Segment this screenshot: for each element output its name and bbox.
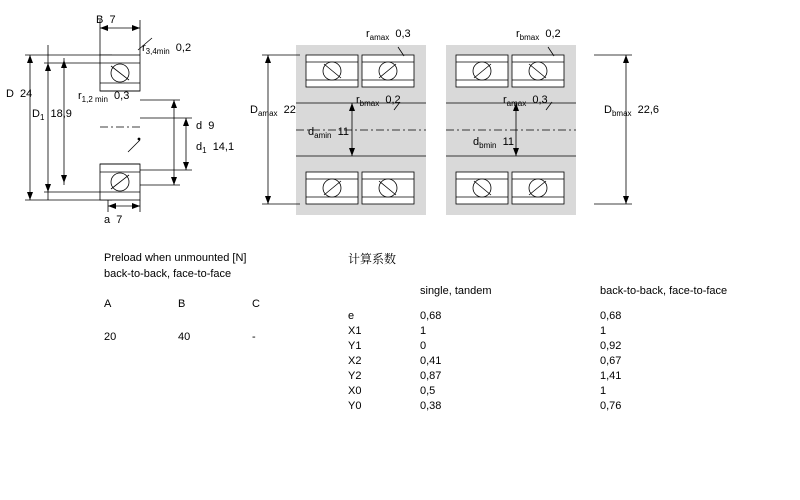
label-rbmax-left: $r_{bmax}$ 0,2 bbox=[356, 94, 401, 109]
label-Damax: $D_{amax}$ 22 bbox=[250, 104, 296, 119]
table-row bbox=[104, 313, 326, 331]
label-r12min: $r_{1,2 min}$ 0,3 bbox=[78, 90, 130, 105]
table-row bbox=[348, 400, 727, 415]
label-dbmin: $d_{bmin}$ 11 bbox=[473, 136, 514, 151]
preload-header-a: A bbox=[104, 298, 112, 310]
factor-btb-y1: 0,92 bbox=[600, 340, 622, 352]
table-row-header bbox=[348, 285, 727, 300]
table-row bbox=[348, 370, 727, 385]
label-D: D 24 bbox=[6, 88, 33, 100]
table-row bbox=[348, 300, 727, 310]
factor-single-x2: 0,41 bbox=[420, 355, 442, 367]
table-row bbox=[348, 385, 727, 400]
label-Dbmax: $D_{bmax}$ 22,6 bbox=[604, 104, 660, 119]
table-row-header bbox=[104, 298, 326, 313]
factor-single-y0: 0,38 bbox=[420, 400, 442, 412]
factors-col-name bbox=[348, 285, 420, 300]
preload-value-a: 20 bbox=[104, 331, 117, 343]
factor-label-y2: Y2 bbox=[348, 370, 362, 382]
label-D1: $D_1$ 18,9 bbox=[32, 108, 72, 123]
preload-header-b: B bbox=[178, 298, 186, 310]
factors-col-btb: back-to-back, face-to-face bbox=[600, 285, 728, 297]
label-d1: $d_1$ 14,1 bbox=[196, 141, 235, 156]
table-row bbox=[348, 325, 727, 340]
label-ramax-left: $r_{amax}$ 0,3 bbox=[366, 28, 411, 43]
label-r34min: $r_{3,4min}$ 0,2 bbox=[142, 42, 192, 57]
factor-btb-e: 0,68 bbox=[600, 310, 622, 322]
label-a: a 7 bbox=[104, 214, 123, 226]
table-row-values bbox=[104, 331, 326, 346]
factor-btb-y0: 0,76 bbox=[600, 400, 622, 412]
factors-col-single: single, tandem bbox=[420, 285, 492, 297]
preload-header-c: C bbox=[252, 298, 260, 310]
factor-btb-y2: 1,41 bbox=[600, 370, 622, 382]
label-d: d 9 bbox=[196, 120, 215, 132]
factor-label-x1: X1 bbox=[348, 325, 362, 337]
label-damin: $d_{amin}$ 11 bbox=[308, 126, 349, 141]
factor-single-x0: 0,5 bbox=[420, 385, 436, 397]
factor-single-e: 0,68 bbox=[420, 310, 442, 322]
factor-btb-x0: 1 bbox=[600, 385, 607, 397]
preload-value-c: - bbox=[252, 331, 256, 343]
factor-label-x2: X2 bbox=[348, 355, 362, 367]
factors-table bbox=[348, 250, 727, 415]
preload-title: Preload when unmounted [N] bbox=[104, 252, 247, 264]
factors-data-table bbox=[348, 285, 727, 415]
label-ramax-right: $r_{amax}$ 0,3 bbox=[503, 94, 548, 109]
factor-single-x1: 1 bbox=[420, 325, 427, 337]
factors-title: 计算系数 bbox=[348, 252, 397, 266]
table-row bbox=[348, 340, 727, 355]
label-rbmax-right: $r_{bmax}$ 0,2 bbox=[516, 28, 561, 43]
preload-value-b: 40 bbox=[178, 331, 191, 343]
factor-label-y1: Y1 bbox=[348, 340, 362, 352]
factor-btb-x2: 0,67 bbox=[600, 355, 622, 367]
table-row bbox=[348, 310, 727, 325]
factor-label-x0: X0 bbox=[348, 385, 362, 397]
preload-data-table bbox=[104, 298, 326, 346]
table-row bbox=[348, 355, 727, 370]
factor-label-e: e bbox=[348, 310, 355, 322]
preload-subtitle: back-to-back, face-to-face bbox=[104, 268, 232, 280]
factor-single-y1: 0 bbox=[420, 340, 427, 352]
factor-btb-x1: 1 bbox=[600, 325, 607, 337]
factor-label-y0: Y0 bbox=[348, 400, 362, 412]
label-B: B 7 bbox=[96, 14, 116, 26]
factor-single-y2: 0,87 bbox=[420, 370, 442, 382]
preload-table bbox=[104, 252, 326, 346]
